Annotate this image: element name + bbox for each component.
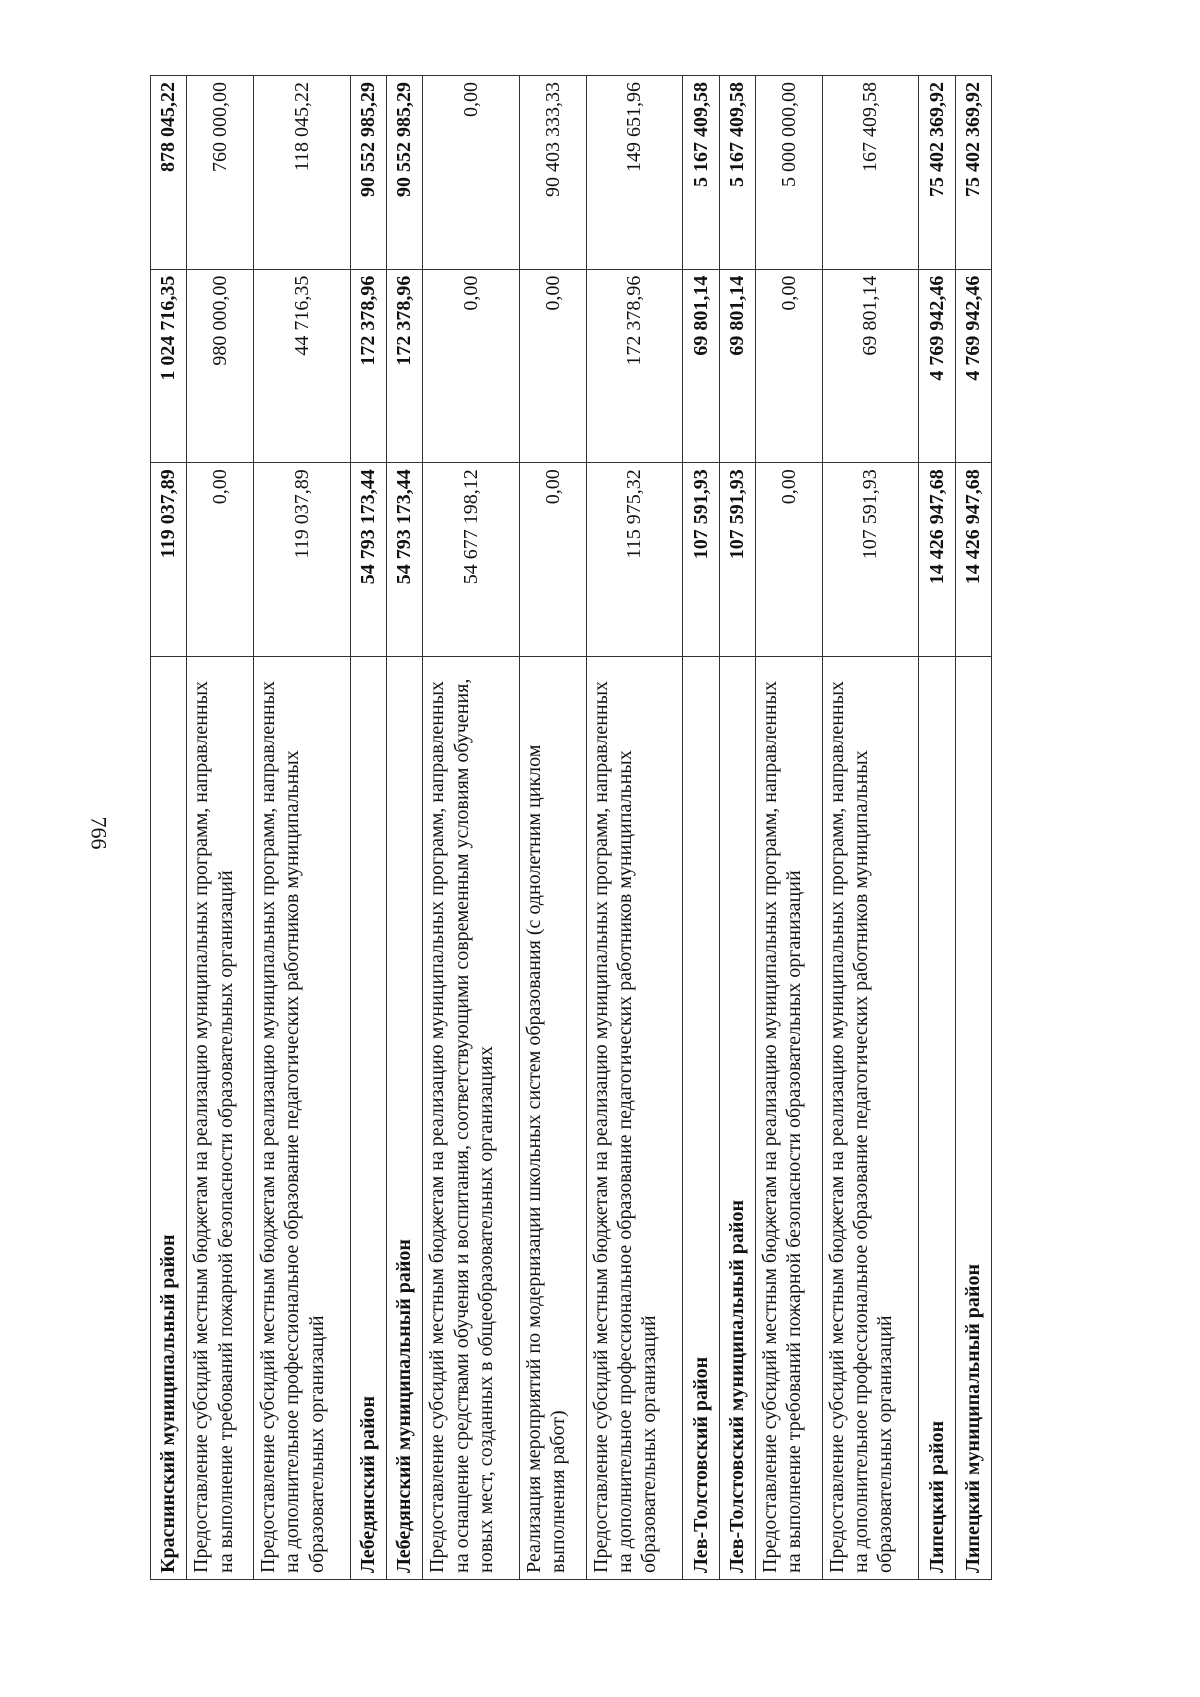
table-row [350, 76, 386, 1580]
cell-value-1: 54 793 173,44 [350, 463, 386, 657]
cell-value-3: 5 167 409,58 [683, 76, 719, 270]
cell-value-3: 5 000 000,00 [755, 76, 822, 270]
cell-name: Предоставление субсидий местным бюджетам на реализацию муниципальных программ, направленных на дополнительное профессиональное образование педагогических работников муниципальных образовательных организаций [822, 656, 919, 1579]
cell-name: Лебедянский муниципальный район [386, 656, 422, 1579]
cell-name: Лебедянский район [350, 656, 386, 1579]
cell-value-2: 172 378,96 [386, 269, 422, 463]
cell-value-1: 54 793 173,44 [386, 463, 422, 657]
cell-value-1: 107 591,93 [719, 463, 755, 657]
cell-name: Предоставление субсидий местным бюджетам на реализацию муниципальных программ, направленных на дополнительное профессиональное образование педагогических работников муниципальных образовательных организаций [253, 656, 350, 1579]
cell-value-3: 90 552 985,29 [386, 76, 422, 270]
cell-name: Предоставление субсидий местным бюджетам на реализацию муниципальных программ, направленных на оснащение средствами обучения и воспитания, соответствующими современным условиям обучения, новых мест, созданных в общеобразовательных организациях [423, 656, 520, 1579]
cell-value-3: 760 000,00 [187, 76, 254, 270]
cell-value-1: 14 426 947,68 [919, 463, 955, 657]
cell-name: Краснинский муниципальный район [151, 656, 187, 1579]
cell-name: Лев-Толстовский муниципальный район [719, 656, 755, 1579]
cell-value-3: 149 651,96 [586, 76, 683, 270]
table-row [919, 76, 955, 1580]
cell-value-1: 14 426 947,68 [955, 463, 991, 657]
cell-value-1: 0,00 [187, 463, 254, 657]
cell-value-3: 75 402 369,92 [919, 76, 955, 270]
page-number: 766 [86, 816, 112, 850]
cell-value-2: 69 801,14 [683, 269, 719, 463]
table-row [187, 76, 254, 1580]
cell-value-2: 44 716,35 [253, 269, 350, 463]
cell-name: Липецкий район [919, 656, 955, 1579]
table-row [253, 76, 350, 1580]
cell-value-2: 172 378,96 [350, 269, 386, 463]
cell-value-1: 119 037,89 [253, 463, 350, 657]
cell-name: Предоставление субсидий местным бюджетам на реализацию муниципальных программ, направленных на выполнение требований пожарной безопасности образовательных организаций [187, 656, 254, 1579]
table-row [386, 76, 422, 1580]
cell-value-3: 90 403 333,33 [520, 76, 587, 270]
cell-name: Лев-Толстовский район [683, 656, 719, 1579]
cell-value-3: 0,00 [423, 76, 520, 270]
cell-value-2: 0,00 [520, 269, 587, 463]
cell-name: Предоставление субсидий местным бюджетам на реализацию муниципальных программ, направленных на выполнение требований пожарной безопасности образовательных организаций [755, 656, 822, 1579]
table-row [151, 76, 187, 1580]
cell-value-3: 167 409,58 [822, 76, 919, 270]
table-row [719, 76, 755, 1580]
cell-value-2: 69 801,14 [719, 269, 755, 463]
cell-value-1: 107 591,93 [822, 463, 919, 657]
table-row [955, 76, 991, 1580]
cell-value-3: 75 402 369,92 [955, 76, 991, 270]
cell-value-2: 0,00 [755, 269, 822, 463]
cell-value-2: 172 378,96 [586, 269, 683, 463]
table-row [586, 76, 683, 1580]
cell-value-1: 115 975,32 [586, 463, 683, 657]
cell-name: Реализация мероприятий по модернизации школьных систем образования (с однолетним циклом выполнения работ) [520, 656, 587, 1579]
table-row [423, 76, 520, 1580]
table-row [822, 76, 919, 1580]
table-row [755, 76, 822, 1580]
cell-value-3: 118 045,22 [253, 76, 350, 270]
cell-name: Липецкий муниципальный район [955, 656, 991, 1579]
cell-value-3: 5 167 409,58 [719, 76, 755, 270]
cell-value-2: 69 801,14 [822, 269, 919, 463]
cell-value-3: 90 552 985,29 [350, 76, 386, 270]
cell-value-2: 1 024 716,35 [151, 269, 187, 463]
cell-value-1: 0,00 [520, 463, 587, 657]
budget-table [150, 75, 992, 1580]
cell-value-1: 54 677 198,12 [423, 463, 520, 657]
table-row [683, 76, 719, 1580]
cell-value-2: 4 769 942,46 [955, 269, 991, 463]
cell-value-3: 878 045,22 [151, 76, 187, 270]
cell-value-2: 4 769 942,46 [919, 269, 955, 463]
cell-value-1: 0,00 [755, 463, 822, 657]
cell-value-2: 980 000,00 [187, 269, 254, 463]
table-row [520, 76, 587, 1580]
cell-name: Предоставление субсидий местным бюджетам на реализацию муниципальных программ, направленных на дополнительное профессиональное образование педагогических работников муниципальных образовательных организаций [586, 656, 683, 1579]
cell-value-2: 0,00 [423, 269, 520, 463]
cell-value-1: 107 591,93 [683, 463, 719, 657]
cell-value-1: 119 037,89 [151, 463, 187, 657]
rotated-page-content [150, 75, 992, 1580]
